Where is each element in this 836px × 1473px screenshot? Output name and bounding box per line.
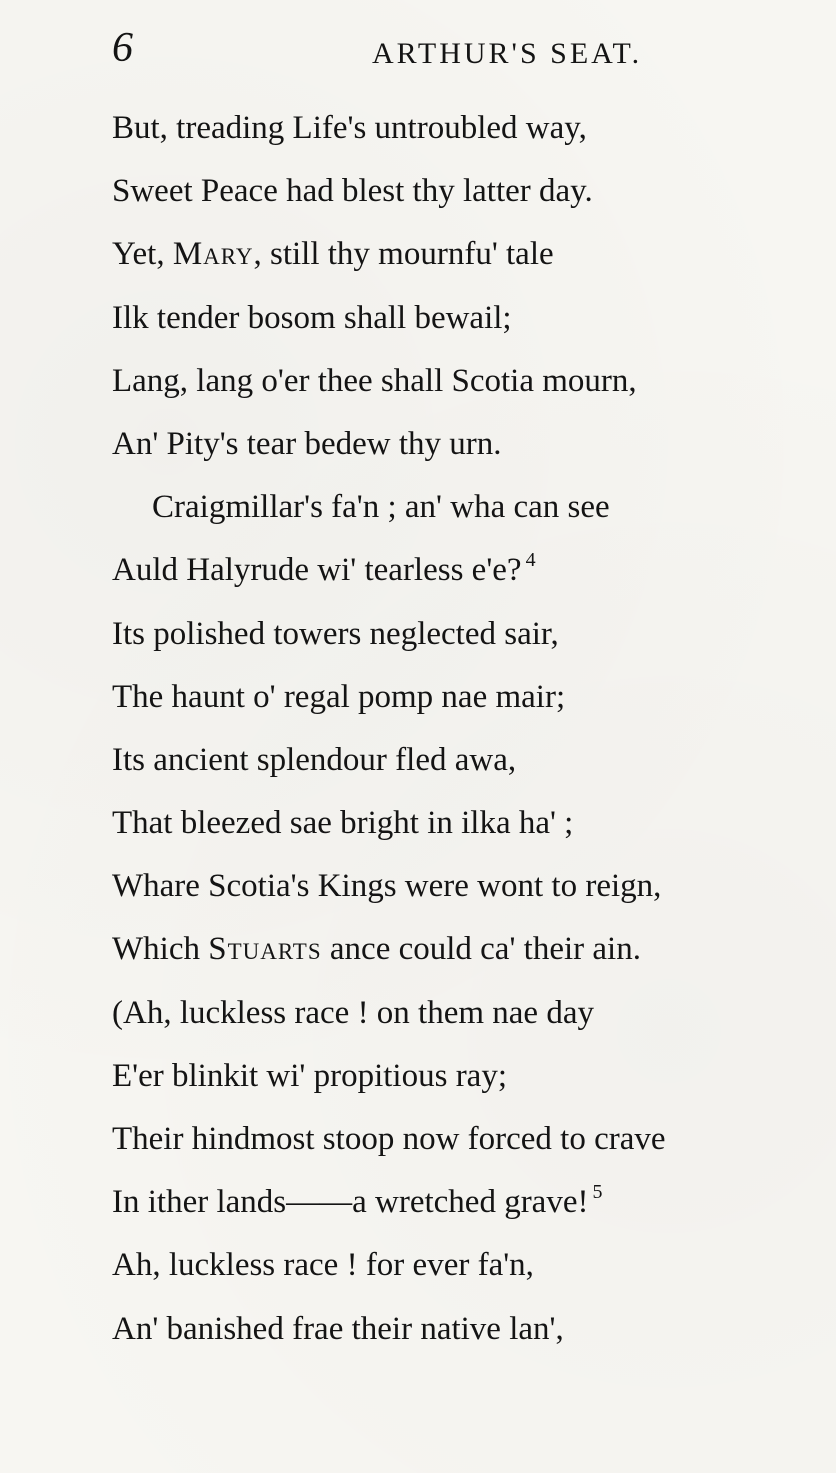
- poem-text: [0, 97, 836, 1361]
- small-caps-name: Mary: [172, 236, 254, 273]
- verse-line: Ah, luckless race ! for ever fa'n,: [112, 1247, 534, 1284]
- small-caps-name: Stuarts: [208, 931, 322, 968]
- verse-line: E'er blinkit wi' propitious ray;: [112, 1057, 508, 1094]
- verse-line: Its ancient splendour fled awa,: [112, 741, 517, 778]
- running-title: ARTHUR'S SEAT.: [372, 37, 643, 70]
- footnote-marker: 5: [592, 1181, 603, 1204]
- verse-line: Auld Halyrude wi' tearless e'e? $^4$: [112, 549, 536, 589]
- verse-line: Which Stuarts ance could ca' their ain.: [112, 931, 641, 968]
- verse-line: Their hindmost stoop now forced to crave: [112, 1121, 666, 1157]
- verse-line: Craigmillar's fa'n ; an' wha can see: [152, 489, 610, 526]
- verse-line: Sweet Peace had blest thy latter day.: [112, 173, 593, 210]
- page-header: [0, 18, 836, 78]
- verse-line: (Ah, luckless race ! on them nae day: [112, 994, 594, 1031]
- verse-line: But, treading Life's untroubled way,: [112, 110, 587, 146]
- verse-line: Its polished towers neglected sair,: [112, 615, 559, 652]
- verse-line: Ilk tender bosom shall bewail;: [112, 299, 512, 336]
- page-number: 6: [112, 25, 133, 71]
- verse-line: That bleezed sae bright in ilka ha' ;: [112, 805, 574, 842]
- footnote-marker: 4: [525, 549, 536, 572]
- verse-line: Whare Scotia's Kings were wont to reign,: [112, 868, 662, 905]
- verse-line: Lang, lang o'er thee shall Scotia mourn,: [112, 362, 637, 399]
- verse-line: The haunt o' regal pomp nae mair;: [112, 678, 566, 715]
- verse-line: An' banished frae their native lan',: [112, 1310, 564, 1347]
- verse-line: In ither lands——a wretched grave! $^5$: [112, 1181, 603, 1221]
- verse-line: Yet, Mary, still thy mournfu' tale: [112, 236, 554, 273]
- verse-line: An' Pity's tear bedew thy urn.: [112, 425, 502, 462]
